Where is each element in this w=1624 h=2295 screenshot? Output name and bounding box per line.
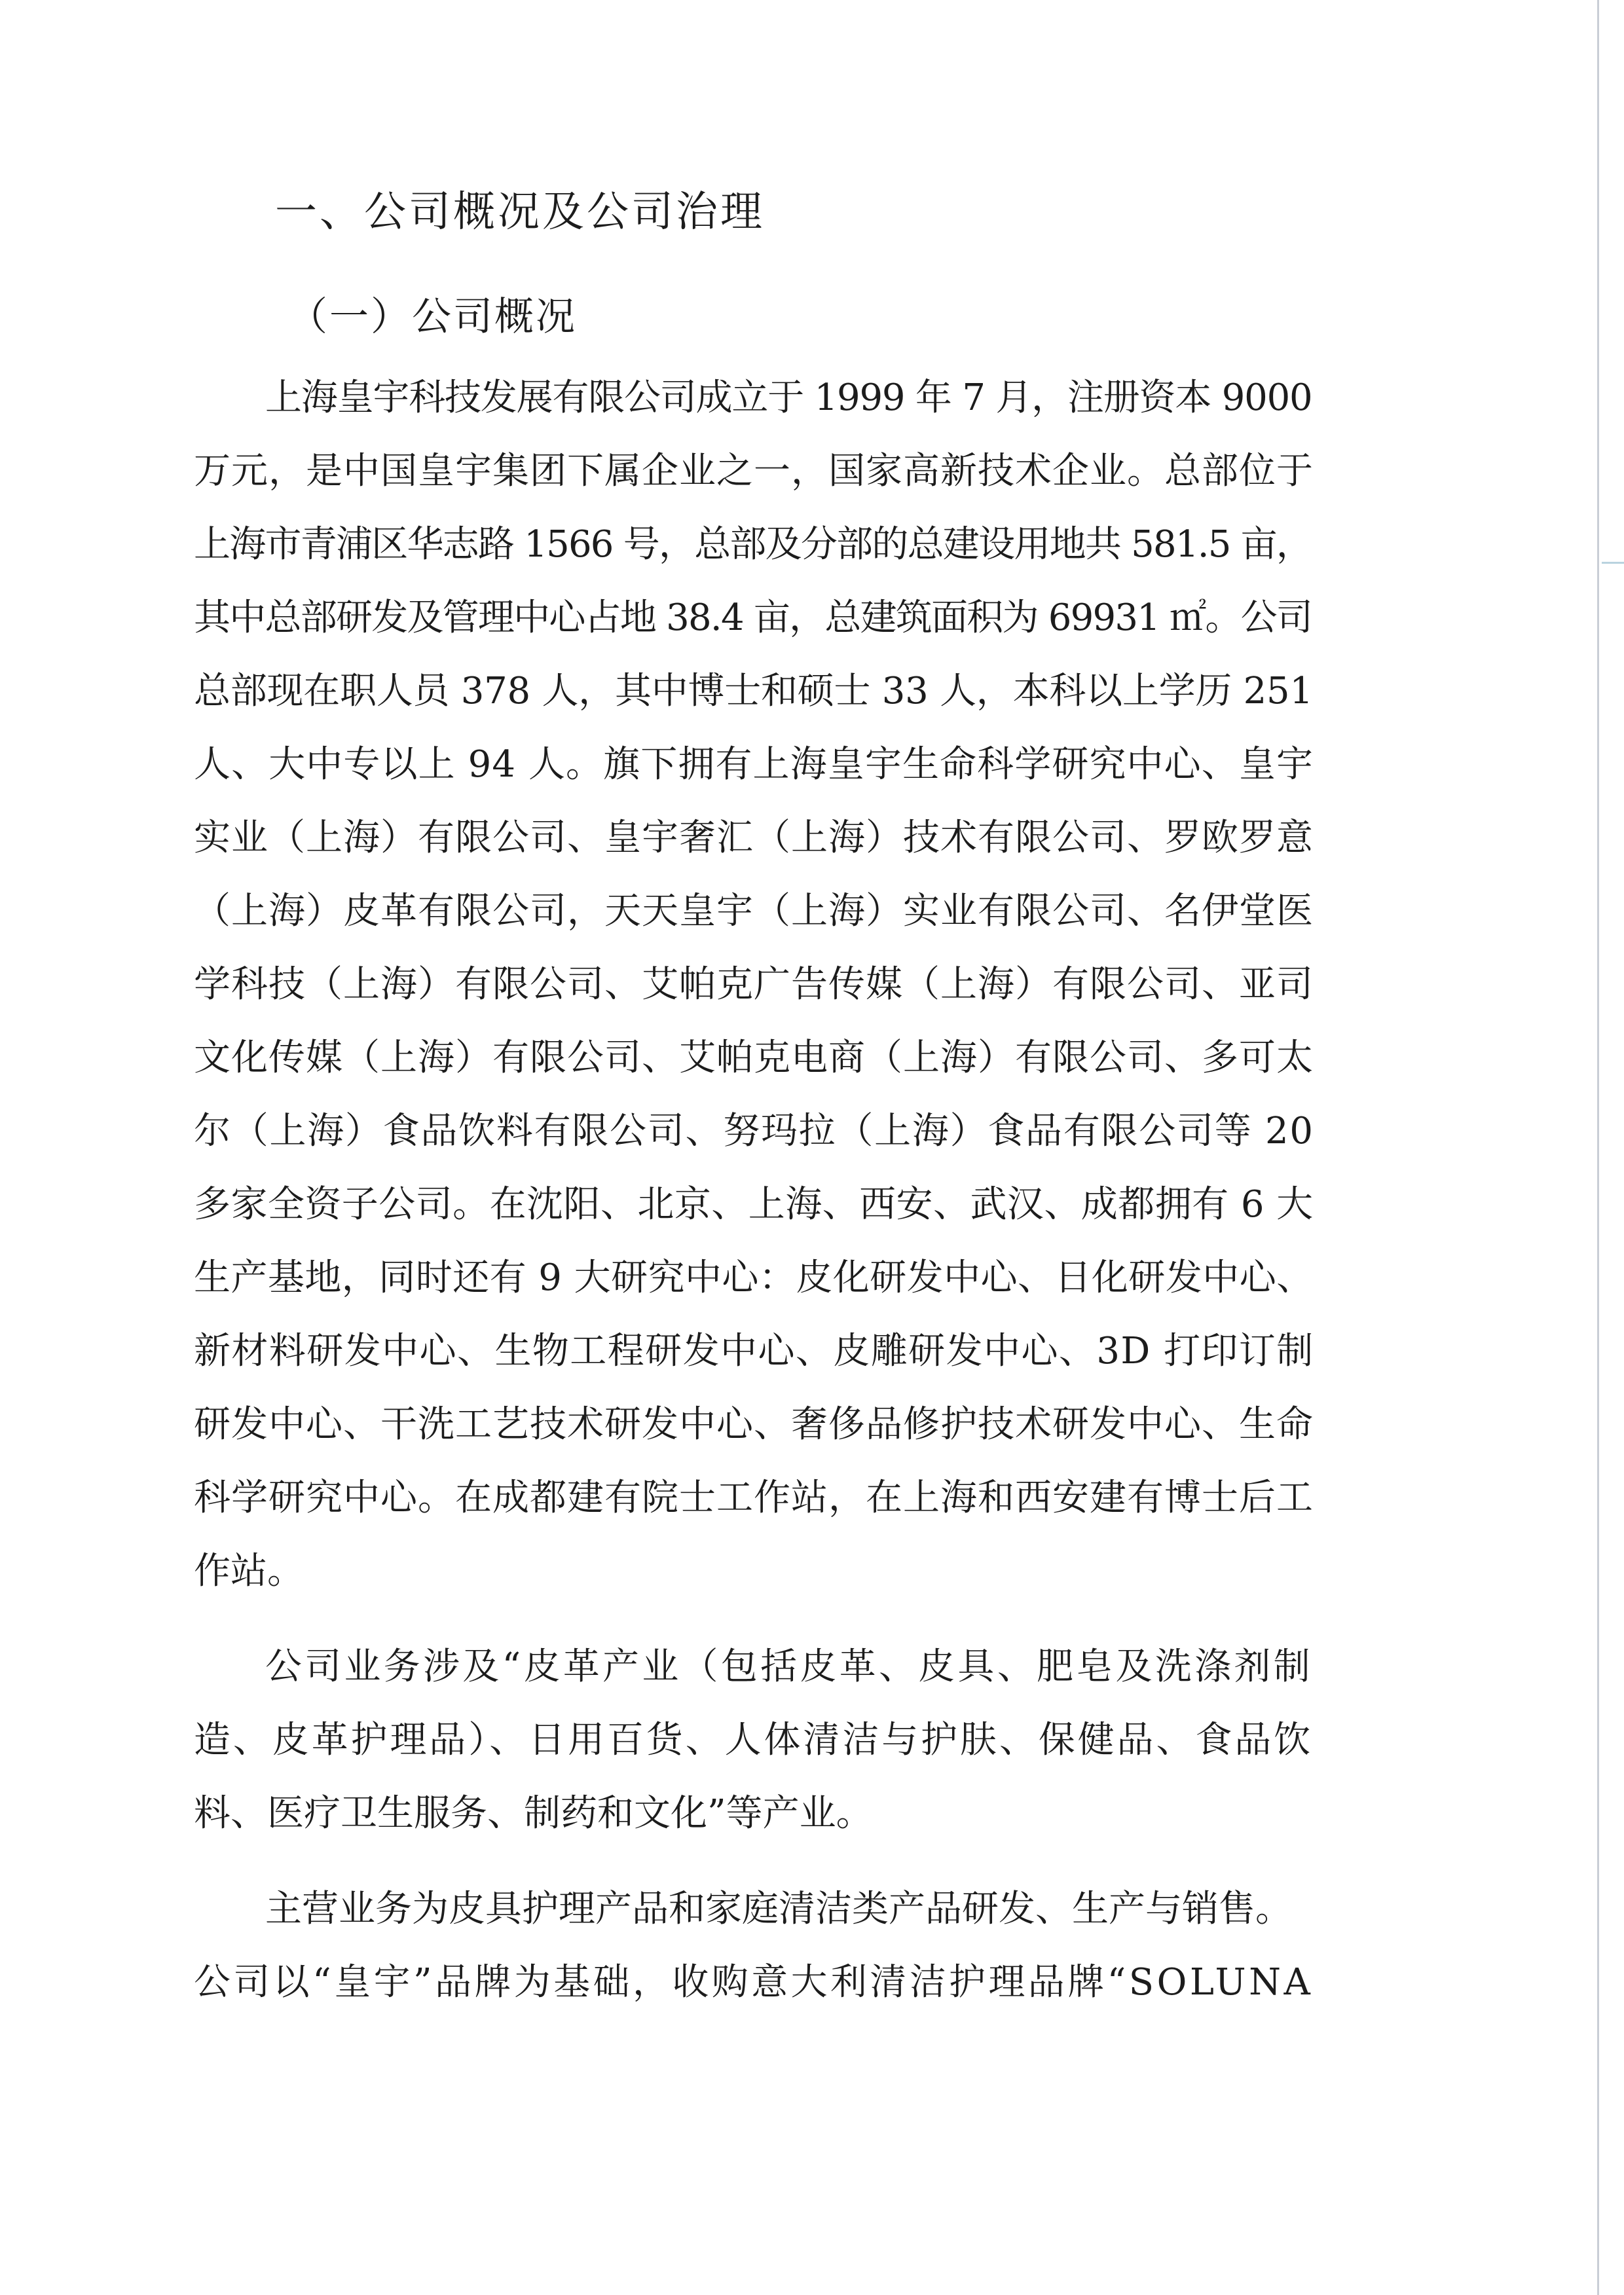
text-line: 其中总部研发及管理中心占地 38.4 亩，总建筑面积为 69931 ㎡。公司 bbox=[194, 597, 1312, 639]
text-line: 新材料研发中心、生物工程研发中心、皮雕研发中心、3D 打印订制 bbox=[194, 1330, 1314, 1372]
text-line: 上海皇宇科技发展有限公司成立于 1999 年 7 月，注册资本 9000 bbox=[265, 376, 1312, 419]
text-line: 造、皮革护理品）、日用百货、人体清洁与护肤、保健品、食品饮 bbox=[194, 1719, 1314, 1761]
text-line: 作站。 bbox=[194, 1550, 304, 1592]
text-line: 公司以“皇宇”品牌为基础，收购意大利清洁护理品牌“SOLUNA bbox=[194, 1961, 1314, 2004]
text-line: 文化传媒（上海）有限公司、艾帕克电商（上海）有限公司、多可太 bbox=[194, 1037, 1314, 1079]
text-line: 万元，是中国皇宇集团下属企业之一，国家高新技术企业。总部位于 bbox=[194, 450, 1314, 492]
text-line: 总部现在职人员 378 人，其中博士和硕士 33 人，本科以上学历 251 bbox=[194, 670, 1313, 712]
text-line: 尔（上海）食品饮料有限公司、努玛拉（上海）食品有限公司等 20 bbox=[194, 1110, 1314, 1152]
text-line: 科学研究中心。在成都建有院士工作站，在上海和西安建有博士后工 bbox=[194, 1477, 1314, 1519]
text-line: （上海）皮革有限公司，天天皇宇（上海）实业有限公司、名伊堂医 bbox=[194, 890, 1314, 932]
text-line: 学科技（上海）有限公司、艾帕克广告传媒（上海）有限公司、亚司 bbox=[194, 963, 1314, 1006]
scan-mark bbox=[1602, 562, 1624, 564]
text-line: 实业（上海）有限公司、皇宇奢汇（上海）技术有限公司、罗欧罗意 bbox=[194, 817, 1314, 859]
text-line: 多家全资子公司。在沈阳、北京、上海、西安、武汉、成都拥有 6 大 bbox=[194, 1183, 1314, 1226]
text-line: 公司业务涉及“皮革产业（包括皮革、皮具、肥皂及洗涤剂制 bbox=[265, 1645, 1313, 1688]
text-line: 料、医疗卫生服务、制药和文化”等产业。 bbox=[194, 1792, 873, 1835]
text-line: 主营业务为皮具护理产品和家庭清洁类产品研发、生产与销售。 bbox=[265, 1888, 1292, 1930]
section-heading: 一、公司概况及公司治理 bbox=[275, 188, 765, 236]
text-line: 人、大中专以上 94 人。旗下拥有上海皇宇生命科学研究中心、皇宇 bbox=[194, 743, 1314, 786]
text-line: 生产基地，同时还有 9 大研究中心：皮化研发中心、日化研发中心、 bbox=[194, 1257, 1314, 1299]
text-line: 上海市青浦区华志路 1566 号，总部及分部的总建设用地共 581.5 亩， bbox=[194, 523, 1312, 566]
scan-edge bbox=[1597, 0, 1599, 2295]
subsection-heading: （一）公司概况 bbox=[288, 294, 577, 340]
text-line: 研发中心、干洗工艺技术研发中心、奢侈品修护技术研发中心、生命 bbox=[194, 1403, 1314, 1446]
